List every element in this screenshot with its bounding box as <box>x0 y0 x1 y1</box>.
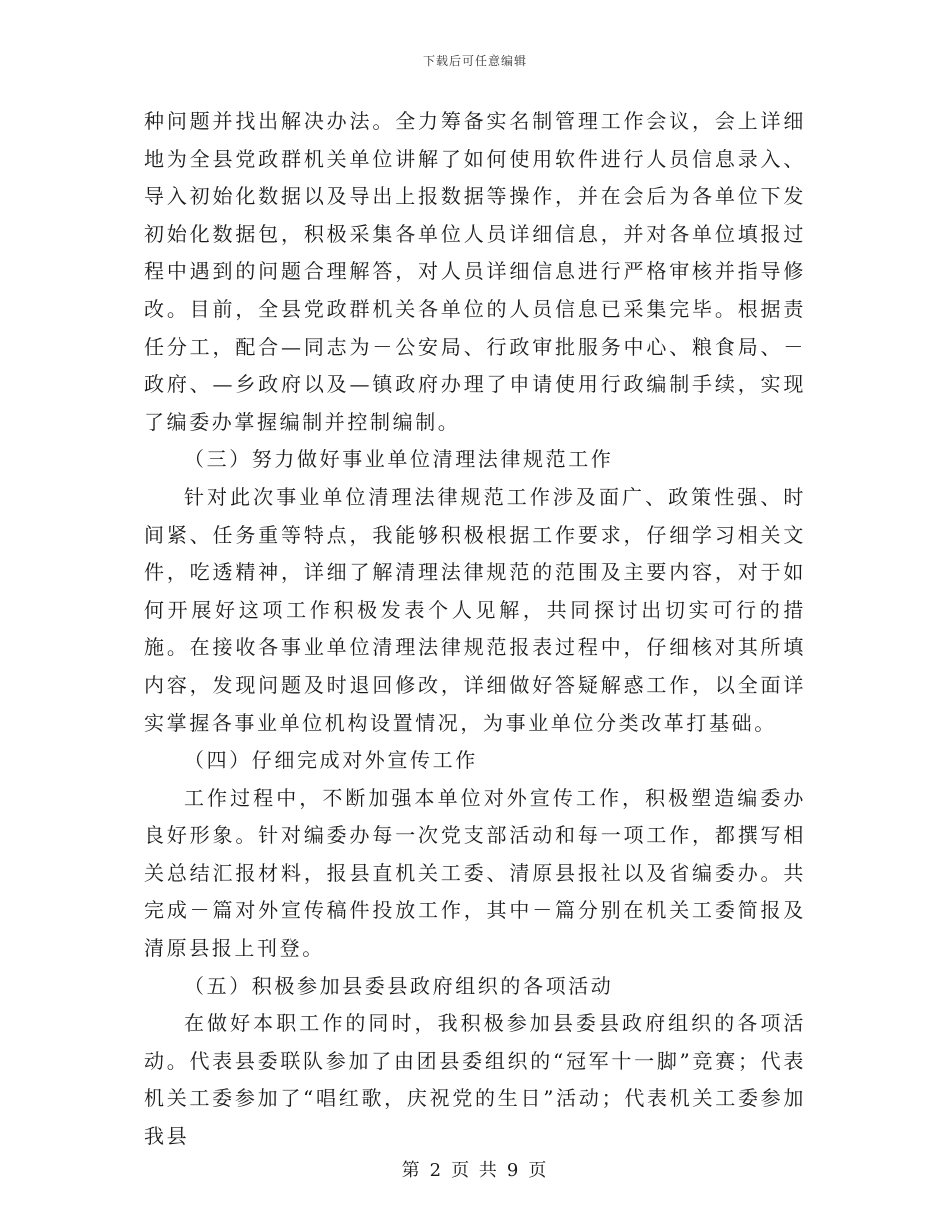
page-number-total: 9 <box>506 1160 521 1181</box>
document-body <box>144 103 806 1156</box>
page-footer <box>0 1156 950 1182</box>
paragraph-4: 在做好本职工作的同时，我积极参加县委县政府组织的各项活动。代表县委联队参加了由团县委组织的“冠军十一脚”竞赛；代表机关工委参加了“唱红歌，庆祝党的生日”活动；代表机关工委参加我县 <box>144 1011 806 1149</box>
paragraph-1: 种问题并找出解决办法。全力筹备实名制管理工作会议，会上详细地为全县党政群机关单位讲解了如何使用软件进行人员信息录入、导入初始化数据以及导出上报数据等操作，并在会后为各单位下发初始化数据包，积极采集各单位人员详细信息，并对各单位填报过程中遇到的问题合理解答，对人员详细信息进行严格审核并指导修改。目前，全县党政群机关各单位的人员信息已采集完毕。根据责任分工，配合—同志为－公安局、行政审批服务中心、粮食局、－政府、—乡政府以及—镇政府办理了申请使用行政编制手续，实现了编委办掌握编制并控制编制。 <box>144 109 806 434</box>
page-header: 下载后可任意编辑 <box>422 54 527 68</box>
page-number-suffix: 页 <box>528 1160 549 1181</box>
page-number-current: 2 <box>429 1160 444 1181</box>
paragraph-3: 工作过程中，不断加强本单位对外宣传工作，积极塑造编委办良好形象。针对编委办每一次党支部活动和每一项工作，都撰写相关总结汇报材料，报县直机关工委、清原县报社以及省编委办。共完成－篇对外宣传稿件投放工作，其中－篇分别在机关工委简报及清原县报上刊登。 <box>144 785 806 961</box>
page-number-middle: 页 共 <box>451 1160 499 1181</box>
section-heading-3: （三）努力做好事业单位清理法律规范工作 <box>184 447 614 472</box>
paragraph-2: 针对此次事业单位清理法律规范工作涉及面广、政策性强、时间紧、任务重等特点，我能够积极根据工作要求，仔细学习相关文件，吃透精神，详细了解清理法律规范的范围及主要内容，对于如何开展好这项工作积极发表个人见解，共同探讨出切实可行的措施。在接收各事业单位清理法律规范报表过程中，仔细核对其所填内容，发现问题及时退回修改，详细做好答疑解惑工作，以全面详实掌握各事业单位机构设置情况，为事业单位分类改革打基础。 <box>144 484 806 735</box>
section-heading-4: （四）仔细完成对外宣传工作 <box>184 748 478 773</box>
section-heading-5: （五）积极参加县委县政府组织的各项活动 <box>184 973 614 998</box>
page-number-prefix: 第 <box>401 1160 422 1181</box>
